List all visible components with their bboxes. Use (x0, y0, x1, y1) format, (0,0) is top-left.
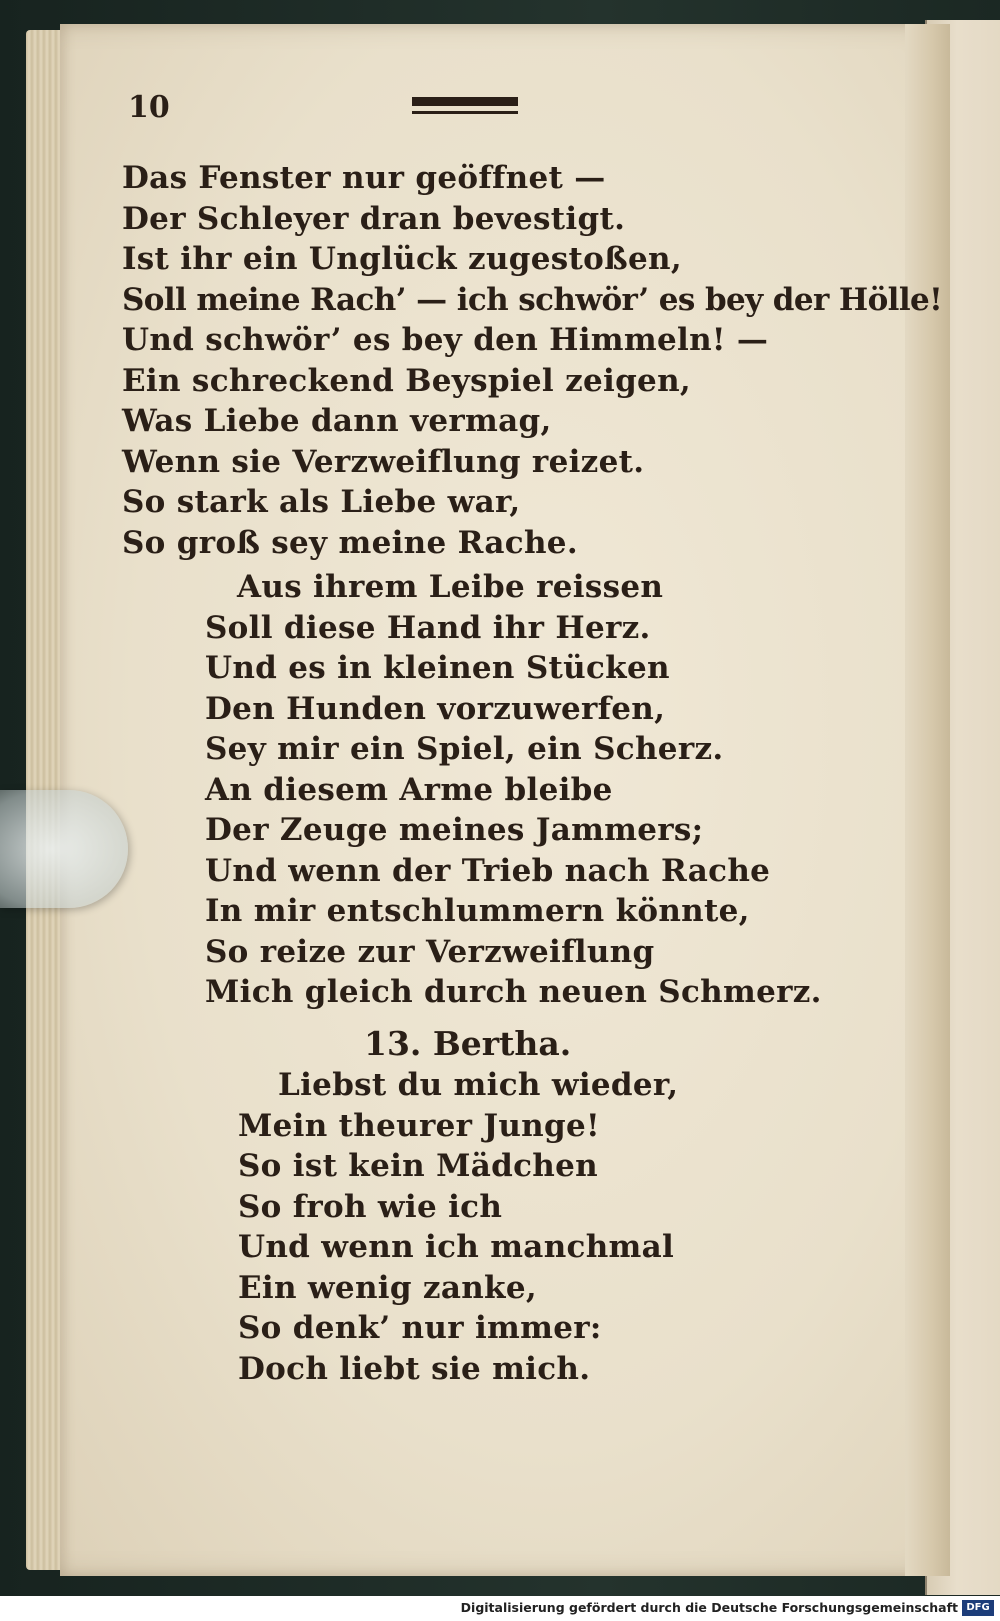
verse-line: Den Hunden vorzuwerfen, (205, 690, 666, 727)
verse-line: So denk’ nur immer: (238, 1310, 602, 1346)
verse-line: Was Liebe dann vermag, (122, 403, 552, 439)
verse-line: So stark als Liebe war, (122, 484, 521, 520)
footer-bar (0, 1596, 1000, 1621)
verse-line: Ein schreckend Beyspiel zeigen, (122, 362, 692, 399)
verse-line: Ist ihr ein Unglück zugestoßen, (122, 241, 682, 277)
verse-line: Der Schleyer dran bevestigt. (122, 200, 626, 237)
verse-line: Und schwör’ es bey den Himmeln! — (122, 322, 769, 358)
dfg-logo-icon: DFG (962, 1600, 994, 1616)
footer-credit: Digitalisierung gefördert durch die Deutsche Forschungsgemeinschaft (460, 1600, 958, 1615)
stanza-3 (238, 1065, 678, 1389)
verse-line: An diesem Arme bleibe (205, 771, 613, 808)
verse-line: Aus ihrem Leibe reissen (237, 569, 664, 605)
verse-line: Und wenn der Trieb nach Rache (205, 852, 771, 889)
verse-line: So ist kein Mädchen (238, 1148, 598, 1184)
verse-line: Soll diese Hand ihr Herz. (205, 609, 651, 646)
verse-line: Wenn sie Verzweiflung reizet. (122, 443, 645, 480)
verse-line: Mein theurer Junge! (238, 1107, 600, 1144)
verse-line: So froh wie ich (238, 1188, 503, 1225)
verse-line: Und wenn ich manchmal (238, 1229, 675, 1265)
header-rule (412, 97, 518, 114)
verse-line: Sey mir ein Spiel, ein Scherz. (205, 731, 724, 767)
verse-line: Der Zeuge meines Jammers; (205, 812, 704, 848)
verse-line: In mir entschlummern könnte, (205, 893, 750, 929)
verse-line: Liebst du mich wieder, (278, 1067, 679, 1103)
verse-line: Und es in kleinen Stücken (205, 650, 670, 686)
verse-line: Mich gleich durch neuen Schmerz. (205, 974, 822, 1010)
verse-line: So groß sey meine Rache. (122, 524, 578, 561)
verse-line: Ein wenig zanke, (238, 1269, 537, 1306)
verse-line: So reize zur Verzweiflung (205, 933, 655, 970)
section-heading: 13. Bertha. (364, 1024, 572, 1063)
verse-line: Doch liebt sie mich. (238, 1350, 591, 1387)
verse-line: Soll meine Rach’ — ich schwör’ es bey der Hölle! (122, 281, 943, 318)
page-number: 10 (128, 90, 170, 125)
stanza-1 (122, 158, 942, 563)
stanza-2 (205, 567, 822, 1013)
thumb-clip (0, 790, 128, 908)
verse-line: Das Fenster nur geöffnet — (122, 160, 606, 196)
